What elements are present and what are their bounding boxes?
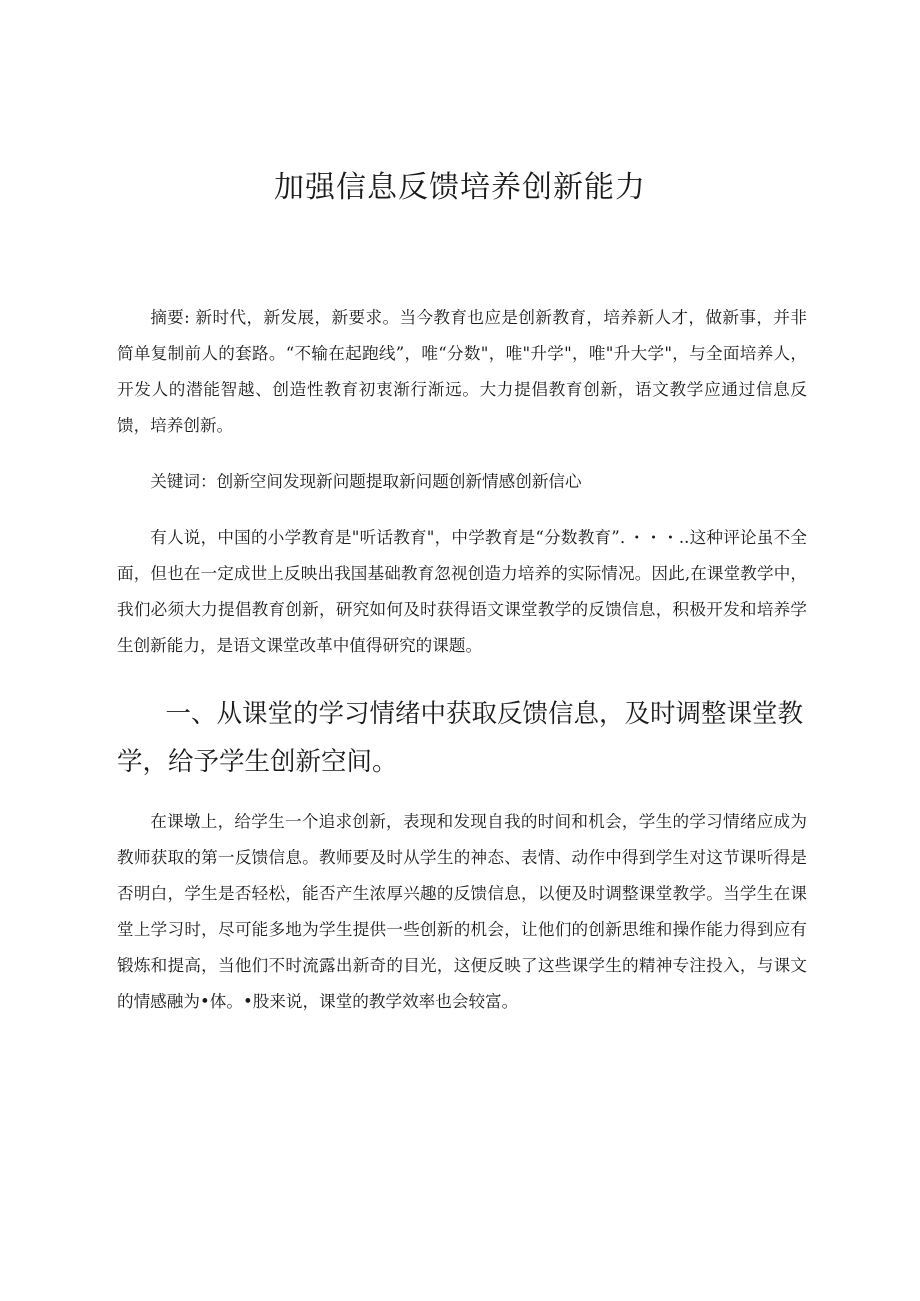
section-heading: 一、从课堂的学习情绪中获取反馈信息，及时调整课堂教学，给予学生创新空间。 <box>117 699 803 777</box>
abstract-label: 摘要: <box>150 308 190 327</box>
keywords-text: 创新空间发现新问题提取新问题创新情感创新信心 <box>216 472 582 491</box>
abstract-text: 新时代，新发展，新要求。当今教育也应是创新教育，培养新人才，做新事，并非简单复制前人的套路。“不输在起跑线”，唯“分数"，唯"升学"，唯"升大学"，与全面培养人，开发人的潜能智越、创造性教育初衷渐行渐远。大力提倡教育创新，语文教学应通过信息反馈，培养创新。 <box>117 308 807 435</box>
abstract-paragraph <box>117 300 807 444</box>
document-title: 加强信息反馈培养创新能力 <box>274 170 646 205</box>
keywords-label: 关键词： <box>150 472 217 491</box>
intro-paragraph: 有人说，中国的小学教育是"听话教育"，中学教育是“分数教育”．・・・..这种评论虽不全面，但也在一定成世上反映出我国基础教育忽视创造力培养的实际情况。因此,在课堂教学中，我们必须大力提倡教育创新，研究如何及时获得语文课堂教学的反馈信息，积极开发和培养学生创新能力，是语文课堂改革中值得研究的课题。 <box>117 528 807 655</box>
section-paragraph: 在课墩上，给学生一个追求创新，表现和发现自我的时间和机会，学生的学习情绪应成为教师获取的第一反馈信息。教师要及时从学生的神态、表情、动作中得到学生对这节课听得是否明白，学生是否轻松，能否产生浓厚兴趣的反馈信息，以便及时调整课堂教学。当学生在课堂上学习时，尽可能多地为学生提供一些创新的机会，让他们的创新思维和操作能力得到应有锻炼和提高，当他们不时流露出新奇的目光，这便反映了这些课学生的精神专注投入，与课文的情感融为•体。•股来说，课堂的教学效率也会较富。 <box>117 812 807 1011</box>
keywords-paragraph <box>117 464 807 500</box>
